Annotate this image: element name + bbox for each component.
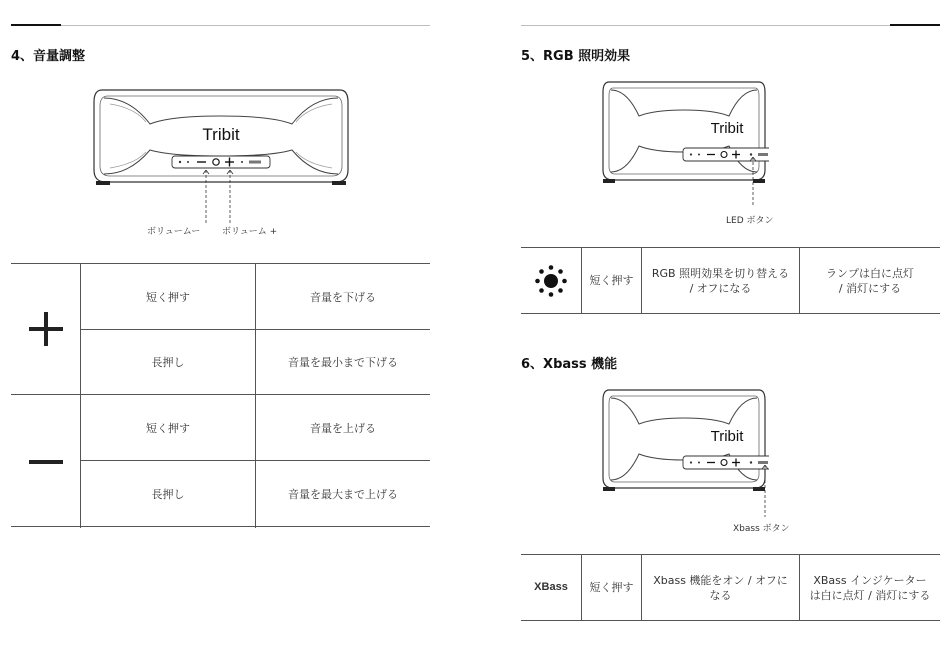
top-rule-left-accent [11, 24, 61, 26]
xbass-note-line1: XBass インジケーター [813, 573, 927, 587]
minus-icon [29, 460, 63, 464]
xbass-action: 短く押す [589, 581, 634, 594]
speaker-illustration-rgb [599, 76, 769, 186]
rgb-result-line1: RGB 照明効果を切り替える [651, 266, 790, 280]
top-rule-right-accent [890, 24, 940, 26]
speaker-brand-label: Tribit [202, 125, 240, 144]
table-row-1-action: 短く押す [146, 290, 190, 304]
table-row-3-action: 短く押す [146, 421, 190, 435]
xbass-heading: 6、Xbass 機能 [521, 357, 618, 372]
rgb-action: 短く押す [589, 274, 634, 287]
light-icon [521, 248, 581, 313]
top-rule-right [521, 25, 940, 26]
xbass-result-line1: Xbass 機能をオン / オフに [653, 573, 788, 587]
table-row-4-action: 長押し [151, 488, 185, 501]
rgb-heading: 5、RGB 照明効果 [521, 49, 631, 64]
xbass-logo: XBass [534, 581, 568, 593]
xbass-note [800, 555, 940, 620]
led-callout-line [745, 157, 761, 209]
table-row-2-result: 音量を最小まで下げる [288, 356, 398, 369]
table-row-2-action: 長押し [151, 356, 185, 369]
table-row-4-result: 音量を最大まで上げる [288, 488, 398, 501]
led-button-callout: LED ボタン [726, 216, 774, 226]
rgb-note-line1: ランプは白に点灯 [826, 266, 914, 280]
xbass-note-line2: は白に点灯 / 消灯にする [809, 588, 931, 602]
rgb-note-line2: / 消灯にする [838, 281, 902, 295]
xbass-table [521, 554, 940, 621]
top-rule-left [11, 25, 430, 26]
volume-heading: 4、音量調整 [11, 49, 86, 64]
speaker-brand-label: Tribit [710, 428, 744, 445]
xbass-callout-line [757, 465, 773, 519]
speaker-brand-label: Tribit [710, 120, 744, 137]
xbass-result-line2: なる [709, 588, 732, 602]
rgb-result-line2: / オフになる [689, 281, 752, 295]
rgb-table [521, 247, 940, 314]
rgb-note [800, 248, 940, 313]
table-row-3-result: 音量を上げる [310, 421, 376, 435]
volume-plus-callout: ボリューム + [222, 227, 278, 237]
volume-table [11, 263, 430, 527]
rgb-result [642, 248, 799, 313]
table-row-1-result: 音量を下げる [310, 290, 376, 304]
speaker-illustration-xbass [599, 384, 769, 494]
xbass-result [642, 555, 799, 620]
plus-icon [29, 312, 63, 346]
volume-minus-callout: ボリュームー [147, 227, 201, 237]
xbass-button-callout: Xbass ボタン [733, 524, 790, 534]
volume-callout-lines [195, 170, 245, 230]
